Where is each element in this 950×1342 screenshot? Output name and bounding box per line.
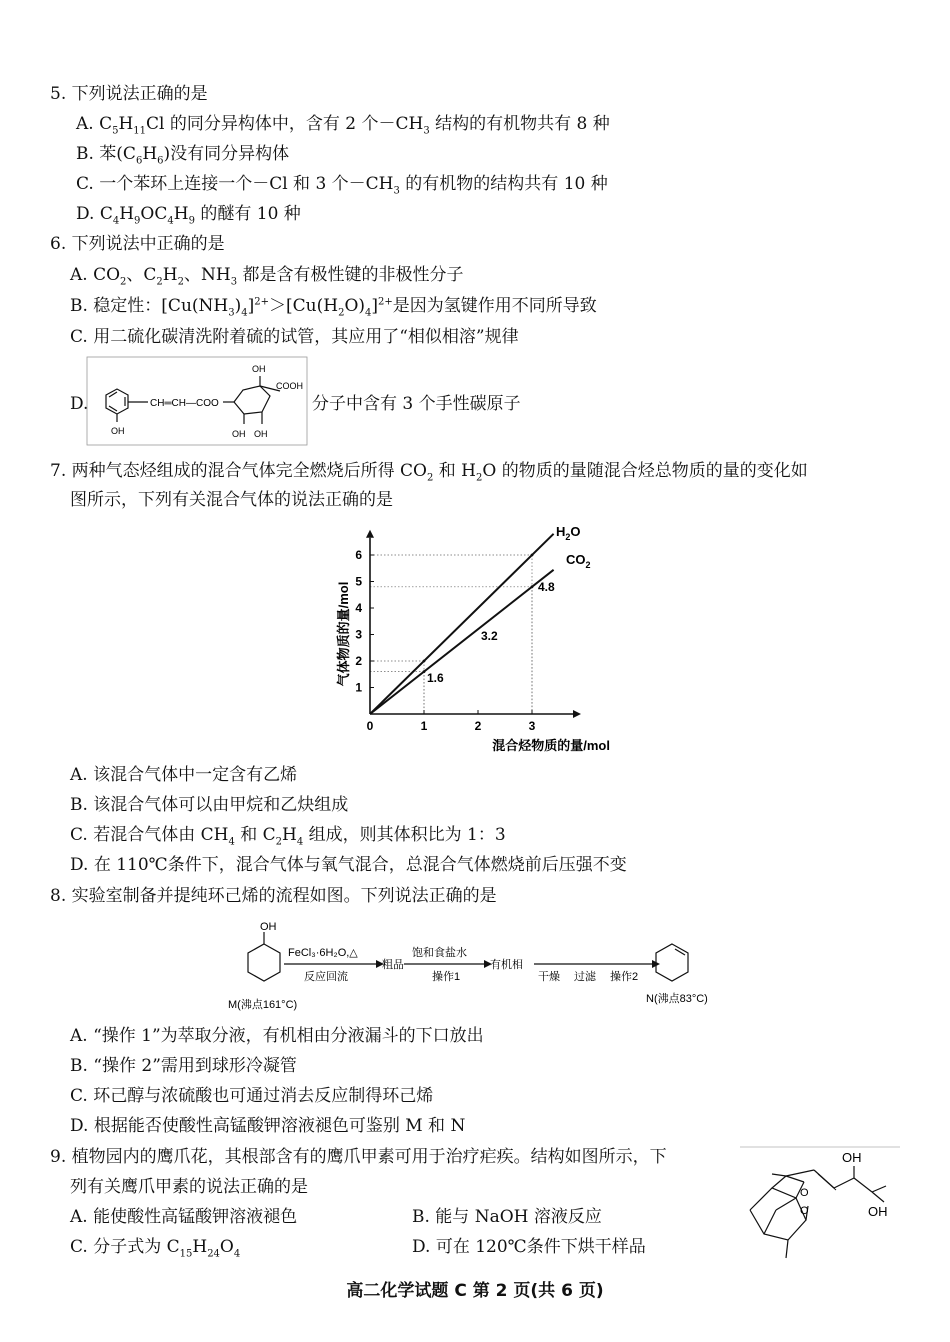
chart-y-tick-5: 6 [355, 548, 362, 562]
q8-option-a: A. “操作 1”为萃取分液，有机相由分液漏斗的下口放出 [70, 1026, 484, 1046]
chart-point-1-1 [423, 670, 426, 673]
q9-molecule-figure [736, 1140, 906, 1270]
cyclohexene-ring [656, 944, 688, 981]
flow-filter: 过滤 [574, 971, 596, 983]
flow-dry: 干燥 [538, 971, 560, 983]
chart-y-tick-0: 1 [355, 680, 362, 695]
q5-option-b: B. 苯$(C_6H_6)$没有同分异构体 [76, 144, 290, 167]
q6-molecule-figure [86, 356, 308, 446]
flow-n-label: N(沸点83°C) [646, 993, 708, 1005]
q9-option-a: A. 能使酸性高锰酸钾溶液褪色 [70, 1207, 298, 1227]
chart-annotation-1-6: 1.6 [427, 671, 444, 685]
chart-annotation-4-8: 4.8 [538, 580, 555, 594]
chart-x-tick-2: 2 [474, 719, 482, 733]
chart-series-line-0 [370, 534, 554, 714]
q8-option-c: C. 环己醇与浓硫酸也可通过消去反应制得环己烯 [70, 1086, 434, 1106]
chart-y-tick-3: 4 [355, 601, 362, 615]
chart-series-line-1 [370, 570, 554, 714]
chart-series-group [370, 534, 554, 714]
chart-annotation-3-2: 3.2 [481, 629, 498, 643]
cyclohexanol-ring [248, 944, 280, 981]
q5-option-c: C. 一个苯环上连接一个－Cl 和 3 个$-CH_3$ 的有机物的结构共有 10 种 [76, 174, 608, 197]
chart-x-tick-3: 3 [528, 719, 536, 733]
flow-m-label: M(沸点161°C) [228, 999, 298, 1011]
q6-option-b: B. 稳定性：$[Cu(NH_3)_4]^{2+}>[Cu(H_2O)_4]^{2+}$是因为氢键作用不同所导致 [70, 296, 597, 319]
chart-series-label-co2: $CO_2$ [566, 552, 591, 570]
q7-stem-line2: 图所示，下列有关混合气体的说法正确的是 [70, 490, 393, 510]
chart-point-0-2 [531, 554, 534, 557]
q6-mol-chain: CH═CH—COO [150, 398, 219, 409]
q6-mol-oh-bottom-right: OH [254, 429, 268, 439]
q9-mol-o-lower: O [800, 1205, 809, 1217]
q9-stem-line1: 9. 植物园内的鹰爪花，其根部含有的鹰爪甲素可用于治疗疟疾。结构如图所示，下 [50, 1147, 667, 1167]
q6-option-d-label: D. [70, 394, 89, 414]
chart-x-axis-label: 混合烃物质的量/mol [492, 738, 610, 753]
q6-mol-cooh: COOH [276, 381, 303, 391]
q6-option-d-text: 分子中含有 3 个手性碳原子 [312, 394, 521, 414]
q6-option-a: A. $CO_2$、$C_2H_2$、$NH_3$ 都是含有极性键的非极性分子 [70, 265, 464, 288]
chart-y-tick-2: 3 [355, 627, 362, 642]
q7-chart [330, 516, 620, 756]
chart-point-1-2 [531, 585, 534, 588]
q6-mol-oh-top: OH [252, 364, 266, 374]
chart-y-tick-4: 5 [355, 574, 362, 589]
page-footer: 高二化学试题 C 第 2 页(共 6 页) [346, 1281, 604, 1301]
q6-stem: 6. 下列说法中正确的是 [50, 234, 225, 254]
q5-option-d: D. $C_4H_9OC_4H_9$ 的醚有 10 种 [76, 204, 301, 227]
flow-brine: 饱和食盐水 [412, 947, 467, 959]
chart-y-axis-label: 气体物质的量/mol [336, 581, 351, 687]
q8-option-d: D. 根据能否使酸性高锰酸钾溶液褪色可鉴别 M 和 N [70, 1116, 466, 1136]
q7-stem-line1: 7. 两种气态烃组成的混合气体完全燃烧后所得 $CO_2$ 和 $H_2O$ 的物质的量随混合烃总物质的量的变化如 [50, 461, 808, 484]
q8-option-b: B. “操作 2”需用到球形冷凝管 [70, 1056, 297, 1076]
flow-reflux: 反应回流 [304, 971, 348, 983]
flow-organic-phase: 有机相 [490, 959, 523, 971]
q7-option-d: D. 在 110℃条件下，混合气体与氧气混合，总混合气体燃烧前后压强不变 [70, 855, 627, 875]
q9-mol-o-upper: O [800, 1187, 809, 1199]
q8-flowchart [226, 916, 736, 1016]
flow-crude: 粗品 [382, 959, 404, 971]
q7-option-c: C. 若混合气体由 $CH_4$ 和 $C_2H_4$ 组成，则其体积比为 1：3 [70, 825, 506, 848]
chart-point-0-1 [423, 660, 426, 663]
chart-axes [366, 530, 581, 718]
chart-x-tick-1: 1 [420, 719, 428, 733]
q9-mol-oh-top: OH [842, 1150, 862, 1165]
q9-option-d: D. 可在 120℃条件下烘干样品 [412, 1237, 646, 1257]
chart-y-arrow [366, 530, 374, 538]
flow-reagent: FeCl₃·6H₂O,△ [288, 947, 358, 959]
q6-option-c: C. 用二硫化碳清洗附着硫的试管，其应用了“相似相溶”规律 [70, 327, 519, 347]
q9-option-c: C. 分子式为 $C_{15}H_{24}O_4$ [70, 1237, 241, 1260]
flow-oh: OH [260, 921, 277, 933]
q7-option-b: B. 该混合气体可以由甲烷和乙炔组成 [70, 795, 349, 815]
chart-y-tick-1: 2 [355, 654, 362, 668]
q5-stem: 5. 下列说法正确的是 [50, 84, 208, 104]
q7-option-a: A. 该混合气体中一定含有乙烯 [70, 765, 298, 785]
q6-mol-oh-benzene: OH [111, 426, 125, 436]
q6-mol-oh-bottom-left: OH [232, 429, 246, 439]
q9-stem-line2: 列有关鹰爪甲素的说法正确的是 [70, 1177, 308, 1197]
chart-x-arrow [573, 710, 581, 718]
flow-op2: 操作2 [610, 971, 639, 983]
q8-stem: 8. 实验室制备并提纯环己烯的流程如图。下列说法正确的是 [50, 886, 497, 906]
q9-mol-oh-right: OH [868, 1204, 888, 1219]
flow-op1: 操作1 [432, 971, 461, 983]
q9-option-b: B. 能与 NaOH 溶液反应 [412, 1207, 602, 1227]
chart-series-label-h2o: $H_2O$ [556, 524, 581, 542]
q5-option-a: A. $C_5H_{11}Cl$ 的同分异构体中，含有 2 个$-CH_3$ 结构的有机物共有 8 种 [76, 114, 610, 137]
chart-x-tick-0: 0 [366, 719, 374, 733]
